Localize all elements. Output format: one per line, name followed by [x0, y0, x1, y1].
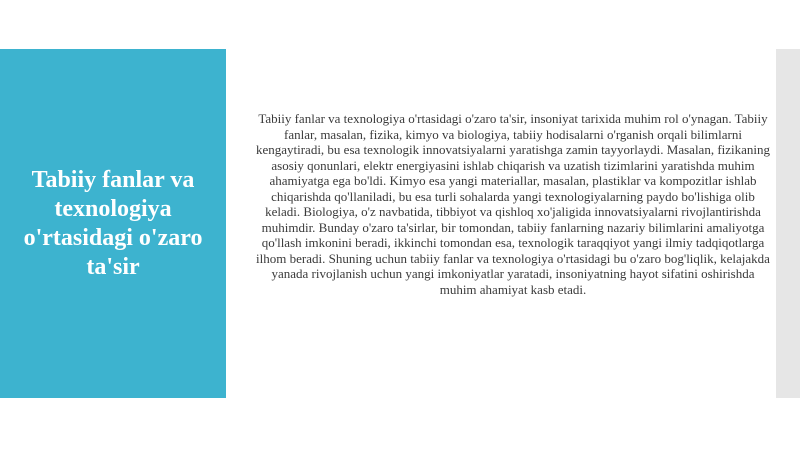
slide-body-text: Tabiiy fanlar va texnologiya o'rtasidagi o'zaro ta'sir, insoniyat tarixida muhim rol o'ynagan. Tabiiy fanlar, masalan, fizika, kimyo va biologiya, tabiiy hodisalarni o'rganish orqali bilimlarni kengaytiradi, bu esa texnologik innovatsiyalarni yaratishga zamin tayyorlaydi. Masalan, fizikaning asosiy qonunlari, elektr energiyasini ishlab chiqarish va uzatish tizimlarini yaratishda muhim ahamiyatga ega bo'ldi. Kimyo esa yangi materiallar, masalan, plastiklar va kompozitlar ishlab chiqarishda qo'llaniladi, bu esa turli sohalarda yangi texnologiyalarning paydo bo'lishiga olib keladi. Biologiya, o'z navbatida, tibbiyot va qishloq xo'jaligida innovatsiyalarni rivojlantirishda muhimdir. Bunday o'zaro ta'sirlar, bir tomondan, tabiiy fanlarning nazariy bilimlarini amaliyotga qo'llash imkonini beradi, ikkinchi tomondan esa, texnologik taraqqiyot yangi ilmiy tadqiqotlarga ilhom beradi. Shuning uchun tabiiy fanlar va texnologiya o'rtasidagi bu o'zaro bog'liqlik, kelajakda yanada rivojlanish uchun yangi imkoniyatlar yaratadi, insoniyatning hayot sifatini oshirishda muhim ahamiyat kasb etadi.: [255, 111, 771, 297]
right-edge-strip: [776, 49, 800, 398]
title-panel: [0, 49, 226, 398]
slide-title: Tabiiy fanlar va texnologiya o'rtasidagi o'zaro ta'sir: [23, 166, 203, 280]
slide: [0, 49, 800, 398]
